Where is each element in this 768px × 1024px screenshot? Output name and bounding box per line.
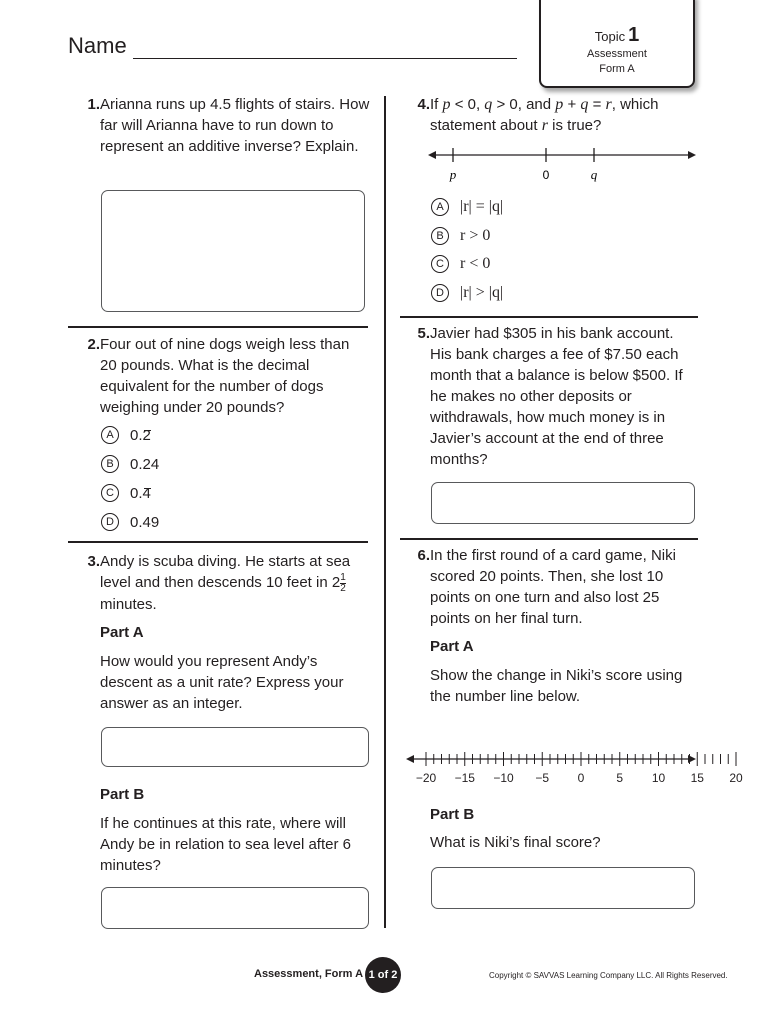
tick-label: 10 [651, 771, 666, 785]
choice-2c[interactable] [101, 484, 151, 502]
question-2 [68, 334, 368, 418]
question-text: Arianna runs up 4.5 flights of stairs. How far will Arianna have to run down to represent an additive inverse? Explain. [100, 96, 370, 155]
answer-box-q3a[interactable] [101, 727, 369, 767]
question-text: In the first round of a card game, Niki scored 20 points. Then, she lost 10 points on one turn and also lost 25 points on her final turn. [430, 547, 676, 627]
choice-4a[interactable] [431, 198, 503, 216]
choice-text: r < 0 [460, 255, 491, 272]
choice-4d[interactable] [431, 284, 503, 302]
answer-box-q1[interactable] [101, 190, 365, 312]
question-text: Javier had $305 in his bank account. His bank charges a fee of $7.50 each month that a balance is below $500. If he makes no other deposits or withdrawals, how much money is in Javier’s account at the end of three months? [430, 325, 683, 468]
divider-q2-q3 [68, 541, 368, 543]
tick-label: −20 [415, 771, 437, 785]
divider-q4-q5 [400, 316, 698, 318]
choice-text: |r| = |q| [460, 198, 504, 215]
choice-2a[interactable] [101, 426, 151, 444]
choice-2b[interactable] [101, 455, 159, 473]
question-4 [398, 94, 698, 136]
tick-label: 20 [729, 771, 743, 785]
question-text: If p < 0, q > 0, and p + q = r, which statement about r is true? [430, 96, 659, 134]
page-badge: 1 of 2 [365, 957, 401, 993]
topic-form: Form A [599, 63, 635, 75]
tick-label: −10 [493, 771, 514, 785]
choice-letter: D [431, 284, 449, 302]
question-6 [398, 545, 698, 629]
choice-letter: C [431, 255, 449, 273]
tick-label: 15 [690, 771, 704, 785]
question-number: 3. [87, 553, 100, 570]
q6-part-b-label: Part B [430, 806, 475, 823]
question-1 [68, 94, 378, 157]
question-number: 6. [417, 547, 430, 564]
topic-assessment: Assessment [587, 48, 647, 60]
q6-part-a [398, 665, 688, 707]
number-line-q6[interactable] [402, 746, 743, 788]
divider-q5-q6 [400, 538, 698, 540]
choice-text: 0.2 [130, 426, 151, 444]
choice-text: |r| > |q| [460, 284, 504, 301]
tick-label: −5 [535, 771, 550, 785]
number-line-q4 [428, 142, 700, 184]
choice-letter: C [101, 484, 119, 502]
question-text: Four out of nine dogs weigh less than 20 pounds. What is the decimal equivalent for the number of dogs weighing under 20 pounds? [100, 336, 350, 416]
name-line[interactable] [133, 38, 517, 59]
answer-box-q6b[interactable] [431, 867, 695, 909]
choice-text: 0.49 [130, 513, 160, 531]
question-number: 1. [87, 96, 100, 113]
choice-2d[interactable] [101, 513, 159, 531]
choice-letter: A [101, 426, 119, 444]
choice-letter: B [101, 455, 119, 473]
part-b-text: What is Niki’s final score? [430, 834, 601, 851]
part-b-text: If he continues at this rate, where will Andy be in relation to sea level after 6 minutes? [100, 815, 351, 874]
choice-4b[interactable] [431, 227, 490, 245]
choice-text: 0.24 [130, 455, 160, 473]
answer-box-q3b[interactable] [101, 887, 369, 929]
choice-text: 0.4 [130, 484, 151, 502]
question-number: 5. [417, 325, 430, 342]
q3-part-b-label: Part B [100, 786, 145, 803]
question-5 [398, 323, 698, 470]
part-a-text: How would you represent Andy’s descent as a unit rate? Express your answer as an integer. [100, 653, 344, 712]
question-text: Andy is scuba diving. He starts at sea level and then descends 10 feet in 2 $\frac{1}{2}$ minutes. [100, 553, 351, 613]
question-number: 4. [417, 96, 430, 113]
label-p: p [449, 167, 457, 182]
choice-4c[interactable] [431, 255, 490, 273]
q6-part-a-label: Part A [430, 638, 474, 655]
tick-label: 0 [577, 771, 585, 785]
question-number: 2. [87, 336, 100, 353]
tick-label: 5 [616, 771, 624, 785]
part-a-text: Show the change in Niki’s score using the number line below. [430, 667, 683, 705]
right-arrow-icon [688, 151, 696, 159]
name-row [68, 33, 517, 59]
q3-part-b [68, 813, 368, 876]
q3-part-a [68, 651, 358, 714]
tick-label: −15 [454, 771, 475, 785]
column-divider [384, 96, 386, 928]
topic-number: 1 [628, 24, 640, 46]
copyright: Copyright © SAVVAS Learning Company LLC. All Rights Reserved. [489, 971, 728, 980]
divider-q1-q2 [68, 326, 368, 328]
answer-box-q5[interactable] [431, 482, 695, 524]
label-zero: 0 [542, 168, 550, 182]
q6-part-b [398, 832, 698, 853]
label-q: q [590, 167, 598, 182]
topic-word: Topic [594, 29, 626, 44]
choice-letter: D [101, 513, 119, 531]
choice-text: r > 0 [460, 227, 491, 244]
topic-tab [539, 0, 695, 88]
name-label: Name [68, 33, 127, 58]
left-arrow-icon [406, 755, 414, 763]
question-3 [68, 551, 368, 615]
q3-part-a-label: Part A [100, 624, 144, 641]
left-arrow-icon [428, 151, 436, 159]
fraction: $\frac{1}{2}$ [340, 571, 346, 594]
choice-letter: A [431, 198, 449, 216]
footer-form-label: Assessment, Form A [254, 968, 364, 980]
choice-letter: B [431, 227, 449, 245]
